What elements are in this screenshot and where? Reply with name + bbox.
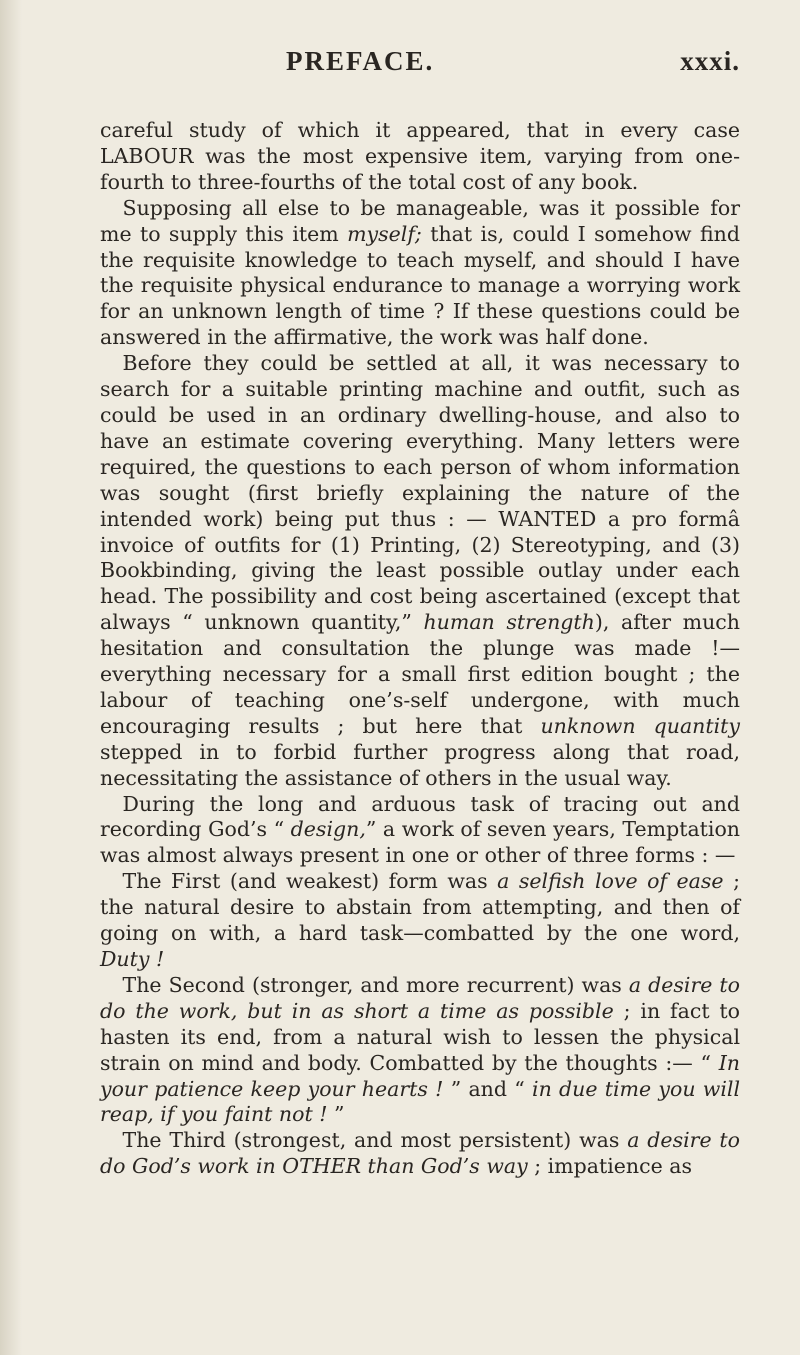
- italic-run: a selfish love of ease: [497, 869, 724, 894]
- text-run: The Second (stronger, and more recurrent) was: [122, 972, 629, 997]
- paragraph-3: [100, 351, 740, 791]
- italic-run: Duty !: [100, 947, 165, 971]
- italic-run: in due time you will reap, if you faint not !: [100, 1076, 741, 1127]
- running-title: PREFACE.: [286, 46, 435, 76]
- italic-run: In your patience keep your hearts !: [100, 1050, 740, 1101]
- italic-run: design,: [290, 817, 366, 842]
- italic-run: myself;: [347, 221, 422, 246]
- paragraph-2: [100, 196, 740, 351]
- text-run: ; in fact to hasten its end, from a natural wish to lessen the physical strain on mind and body. Combatted by the thoughts :— “: [100, 998, 741, 1075]
- italic-run: unknown quantity: [540, 713, 740, 738]
- page-header: [100, 46, 740, 86]
- text-run: ” a work of seven years, Temptation was almost always present in one or other of three forms : —: [100, 817, 740, 868]
- paragraph-7: [100, 1128, 740, 1180]
- text-run: The First (and weakest) form was: [122, 869, 498, 894]
- text-run: Before they could be settled at all, it was necessary to search for a suitable printing machine and outfit, such as could be used in an ordinary dwelling-house, and also to have an estimate covering everything. Many letters were required, the questions to each person of whom information was sought (first briefly explaining the nature of the intended work) being put thus : — WANTED a pro formâ invoice of outfits for (1) Printing, (2) Stereotyping, and (3) Bookbinding, giving the least possible outlay under each head. The possibility and cost being ascertained (except that always “ unknown quantity,”: [100, 351, 740, 635]
- italic-run: a desire to do the work, but in as short a time as possible: [100, 972, 740, 1023]
- text-run: ; impatience as: [527, 1154, 692, 1179]
- text-run: stepped in to forbid further progress along that road, necessitating the assistance of others in the usual way.: [100, 739, 740, 790]
- italic-run: human strength: [423, 610, 595, 635]
- text-run: careful study of which it appeared, that in every case LABOUR was the most expensive item, varying from one-fourth to three-fourths of the total cost of any book.: [100, 118, 740, 194]
- text-run: During the long and arduous task of tracing out and recording God’s “: [100, 791, 740, 842]
- body-text: [100, 118, 740, 1180]
- text-run: ), after much hesitation and consultation the plunge was made !—everything necessary for a small first edition bought ; the labour of teaching one’s-self undergone, with much encouraging results ; but here that: [100, 610, 740, 738]
- paragraph-6: [100, 973, 740, 1128]
- text-run: that is, could I somehow find the requisite knowledge to teach myself, and should I have the requisite physical endurance to manage a worrying work for an unknown length of time ? If these questions could be answered in the affirmative, the work was half done.: [100, 221, 740, 350]
- paragraph-1: [100, 118, 740, 196]
- text-run: ” and “: [443, 1076, 533, 1101]
- text-run: ; the natural desire to abstain from attempting, and then of going on with, a hard task—combatted by the one word,: [100, 869, 740, 946]
- italic-run: a desire to do God’s work in OTHER than God’s way: [100, 1128, 740, 1179]
- paragraph-4: [100, 792, 740, 870]
- paragraph-5: [100, 869, 740, 973]
- page-gutter-shadow: [0, 0, 22, 1355]
- page-number: xxxi.: [680, 46, 740, 76]
- text-run: Supposing all else to be manageable, was it possible for me to supply this item: [100, 195, 740, 246]
- text-run: ”: [327, 1102, 345, 1127]
- text-run: The Third (strongest, and most persistent) was: [122, 1128, 628, 1153]
